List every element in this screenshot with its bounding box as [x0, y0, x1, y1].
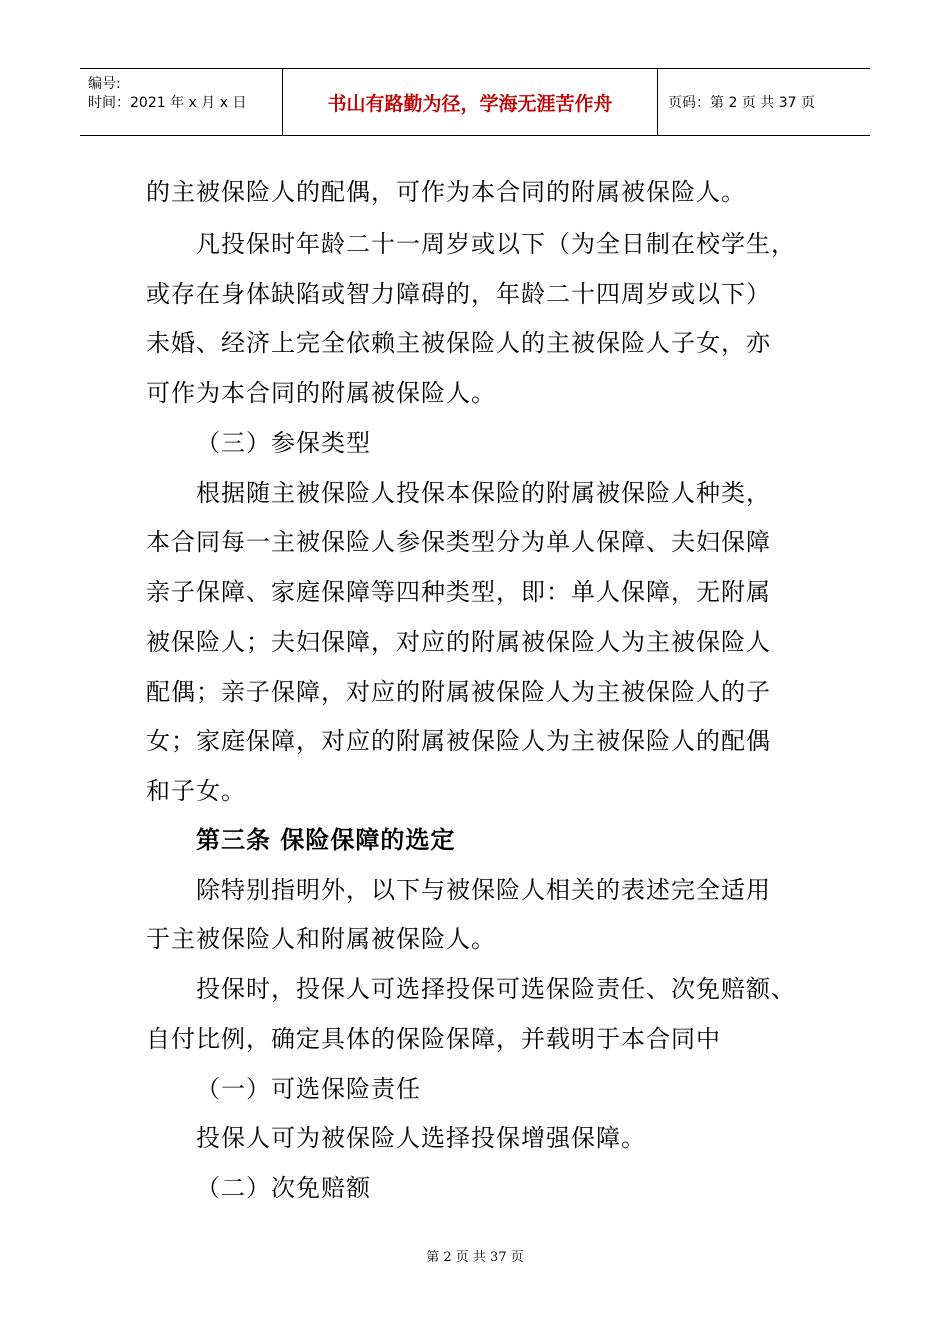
body-line: 根据随主被保险人投保本保险的附属被保险人种类，	[196, 479, 771, 507]
page-footer: 第 2 页 共 37 页	[426, 1250, 524, 1265]
body-line: 可作为本合同的附属被保险人。	[146, 379, 496, 407]
body-line: 除特别指明外，以下与被保险人相关的表述完全适用	[196, 876, 771, 904]
body-line: 或存在身体缺陷或智力障碍的，年龄二十四周岁或以下）	[146, 280, 771, 308]
body-line: 女；家庭保障，对应的附属被保险人为主被保险人的配偶	[146, 727, 771, 755]
body-line: 于主被保险人和附属被保险人。	[146, 925, 496, 953]
body-line: 被保险人；夫妇保障，对应的附属被保险人为主被保险人	[146, 628, 771, 656]
body-line: 未婚、经济上完全依赖主被保险人的主被保险人子女，亦	[146, 329, 771, 357]
body-line: 投保时，投保人可选择投保可选保险责任、次免赔额、	[196, 975, 796, 1003]
section-heading: （一）可选保险责任	[196, 1075, 421, 1103]
page-header	[80, 68, 870, 136]
header-motto: 书山有路勤为径，学海无涯苦作舟	[283, 69, 658, 135]
header-meta	[80, 69, 283, 135]
section-heading: （三）参保类型	[196, 429, 371, 457]
body-line: 配偶；亲子保障，对应的附属被保险人为主被保险人的子	[146, 678, 771, 706]
article-heading: 第三条 保险保障的选定	[196, 826, 456, 854]
body-line: 和子女。	[146, 777, 246, 805]
document-time: 时间：2021 年 x 月 x 日	[88, 95, 247, 111]
body-line: 投保人可为被保险人选择投保增强保障。	[196, 1124, 646, 1152]
body-line: 凡投保时年龄二十一周岁或以下（为全日制在校学生，	[196, 230, 796, 258]
body-line: 自付比例，确定具体的保险保障，并载明于本合同中	[146, 1025, 721, 1053]
header-page-info: 页码：第 2 页 共 37 页	[668, 95, 815, 111]
document-number-label: 编号:	[88, 76, 121, 92]
section-heading: （二）次免赔额	[196, 1174, 371, 1202]
body-line: 亲子保障、家庭保障等四种类型，即：单人保障，无附属	[146, 578, 771, 606]
body-line: 的主被保险人的配偶，可作为本合同的附属被保险人。	[146, 178, 746, 206]
body-line: 本合同每一主被保险人参保类型分为单人保障、夫妇保障	[146, 528, 771, 556]
